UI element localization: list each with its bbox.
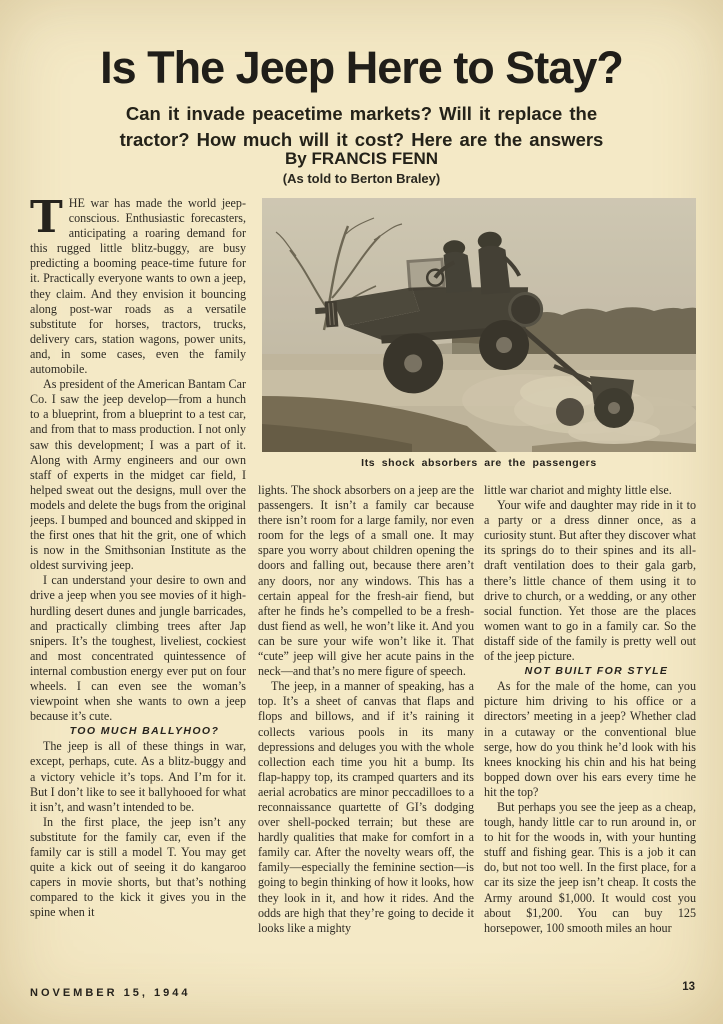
paragraph: In the first place, the jeep isn’t any substitute for the family car, even if the family car is still a model T. You may get quite a kick out of seeing it do kangaroo capers in movie shorts, but that’s nothing compared to the kick it gives you in the spine when it	[30, 814, 246, 920]
column-3	[484, 483, 696, 988]
subtitle-line-2: tractor? How much will it cost? Here are the answers	[119, 129, 604, 150]
jeep-photo-illustration	[262, 198, 696, 452]
page-number: 13	[682, 981, 695, 993]
paragraph: Your wife and daughter may ride in it to a party or a dress dinner once, as a curiosity stunt. But after they discover what its springs do to their spines and its all-draft ventilation does to their gala garb, there’s little chance of them using it to drive to church, or a wedding, or any other social function. Yet those are the places women want to go in a family car. So the distaff side of the family is pretty well out of the jeep picture.	[484, 498, 696, 664]
byline: By FRANCIS FENN	[284, 149, 438, 168]
jeep-photo	[262, 198, 696, 452]
paragraph: little war chariot and mighty little else.	[484, 483, 672, 497]
paragraph: The jeep is all of these things in war, except, perhaps, cute. As a blitz-buggy and a victory vehicle it’s tops. And I’m for it. But I don’t like to see it ballyhooed for what it isn’t, and wasn’t intended to be.	[30, 739, 246, 814]
byline-note: (As told to Berton Braley)	[282, 171, 441, 186]
subtitle-line-1: Can it invade peacetime markets? Will it replace the	[125, 103, 598, 124]
column-1	[30, 196, 246, 984]
photo-caption: Its shock absorbers are the passengers	[361, 457, 597, 469]
paragraph	[30, 196, 246, 377]
drop-cap: T	[30, 196, 63, 243]
paragraph: I can understand your desire to own and drive a jeep when you see movies of it high-hurdling desert dunes and jungle barricades, and practically climbing trees after Jap snipers. It’s the toughest, liveliest, cockiest and most concentrated quintessence of internal combustion energy ever put on four wheels. I can even see the woman’s viewpoint when she wants to own a jeep because it’s cute.	[30, 573, 246, 724]
paragraph: lights. The shock absorbers on a jeep are the passengers. It isn’t a family car because there isn’t room for a large family, nor even room for the legs of a small one. It may spare you worry about children opening the doors and falling out, because there aren’t any doors, nor any windows. This has a certain appeal for the fresh-air fiend, but after he finds he’s compelled to be a fresh-dust fiend as well, he won’t like it. And you can be sure your wife won’t like it. That “cute” jeep will give her acute pains in the neck—and that’s no mere figure of speech.	[258, 483, 474, 679]
paragraph: As for the male of the home, can you picture him driving to his office or a directors’ meeting in a jeep? Whether clad in a cutaway or the conventional blue serge, how do you think he’d look with his knees knocking his chin and his hat being bopped down over his ears every time he hit the top?	[484, 679, 696, 799]
section-heading-too-much-ballyhoo: TOO MUCH BALLYHOO?	[69, 725, 220, 738]
column-2	[258, 483, 474, 988]
paragraph: The jeep, in a manner of speaking, has a top. It’s a sheet of canvas that flaps and flops and billows, and if it’s raining it collects various pools in its many depressions and deluges you with the whole collection each time you hit a bump. Its flap-happy top, its cramped quarters and its aerial acrobatics are minor peccadilloes to a reconnaissance quartette of GI’s dodging over shell-pocked terrain; but these are hardly qualities that make for comfort in a family car. After the novelty wears off, the family—especially the feminine section—is going to begin thinking of how it looks, how they look in it, and how it rides. And the odds are high that they’re going to decide it looks like a mighty	[258, 679, 474, 935]
paragraph-text: HE war has made the world jeep-conscious. Enthusiastic forecasters, anticipating a roaring demand for this rugged little blitz-buggy, are busy predicting a booming peace-time future for it. Practically everyone wants to own a jeep, they claim. And they envision it bouncing along post-war roads as a versatile substitute for horses, tractors, trucks, delivery cars, station wagons, power units, and, in some cases, even the family automobile.	[30, 196, 246, 377]
footer-date: NOVEMBER 15, 1944	[30, 987, 191, 999]
page-title: Is The Jeep Here to Stay?	[100, 42, 623, 93]
subtitle	[0, 101, 723, 153]
section-heading-not-built-for-style: NOT BUILT FOR STYLE	[524, 665, 669, 678]
paragraph: But perhaps you see the jeep as a cheap, tough, handy little car to run around in, or to hit for the woods in, with your hunting stuff and fishing gear. This is a job it can do, but not too well. In the first place, for a car its size the jeep isn’t cheap. It costs the Army around $1,000. It would cost you about $1,200. You can buy 125 horsepower, 100 smooth miles an hour	[484, 799, 696, 935]
paragraph: As president of the American Bantam Car Co. I saw the jeep develop—from a hunch to a blueprint, from a blueprint to a test car, and from that to mass production. I not only saw this development; I was a part of it. Along with Army engineers and our own staff of experts in the midget car field, I helped sweat out the designs, mull over the models and delete the bugs from the original jeeps. I bumped and bounced and skipped in the first ones that hit the grit, one of which is now in the Smithsonian Institute as the oldest surviving jeep.	[30, 377, 246, 573]
